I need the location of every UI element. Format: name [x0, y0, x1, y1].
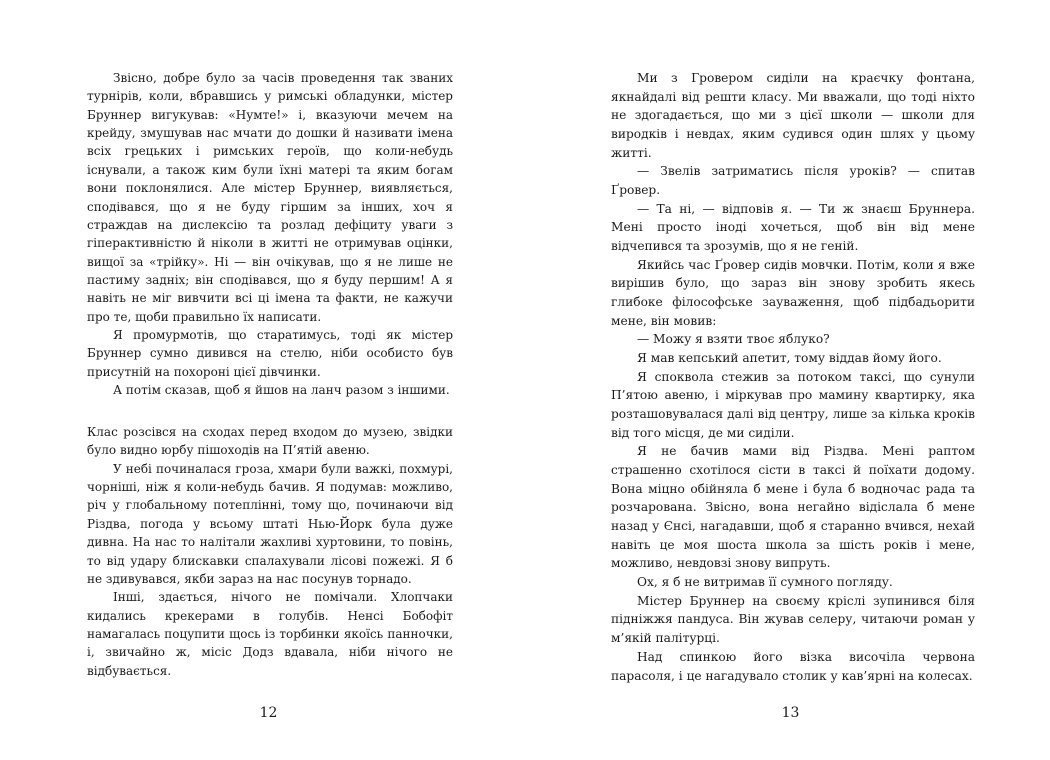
paragraph: У небі починалася гроза, хмари були важкі, похмурі, чорніші, ніж я коли-небудь бачив. Я подумав: можливо, річ у глобальному потеплінні, тому що, починаючи від Різдва, погода у всьому штаті Нью-Йорк була дуже дивна. На нас то налітали жахливі хуртовини, то повінь, то від удару блискавки спалахували лісові пожежі. Я б не здивувався, якби зараз на нас посунув торнадо.: [87, 461, 453, 586]
section-start-paragraph: Клас розсівся на сходах перед входом до музею, звідки було видно юрбу пішоходів на П’ятій авеню.: [87, 425, 453, 458]
page-number: 13: [781, 705, 800, 721]
paragraph: Містер Бруннер на своєму кріслі зупинився біля підніжжя пандуса. Він жував селеру, читаючи роман у м’якій палітурці.: [611, 593, 975, 646]
paragraph: Якийсь час Ґровер сидів мовчки. Потім, коли я вже вирішив було, що зараз він знову зробить якесь глибоке філософське зауваження, щоб підбадьорити мене, він мовив:: [611, 257, 975, 328]
paragraph: Я промурмотів, що старатимусь, тоді як містер Бруннер сумно дивився на стелю, ніби особисто був присутній на похороні цієї дівчинки.: [87, 328, 453, 379]
paragraph: — Та ні, — відповів я. — Ти ж знаєш Бруннера. Мені просто іноді хочеться, щоб він від мене відчепився та зрозумів, що я не геній.: [611, 201, 975, 254]
paragraph: — Можу я взяти твоє яблуко?: [637, 332, 830, 347]
paragraph: Ох, я б не витримав її сумного погляду.: [637, 575, 893, 590]
paragraph: Я споквола стежив за потоком таксі, що сунули П’ятою авеню, і міркував про мамину квартирку, яка розташовувалася далі від центру, лише за кілька кроків від того місця, де ми сиділи.: [611, 369, 975, 440]
paragraph: Я не бачив мами від Різдва. Мені раптом страшенно схотілося сісти в таксі й поїхати додому. Вона міцно обійняла б мене і була б водночас рада та розчарована. Звісно, вона негайно відіслала б мене назад у Єнсі, нагадавши, щоб я старанно вчився, нехай навіть це моя шоста школа за шість років і мене, можливо, невдовзі знову випруть.: [611, 444, 975, 571]
right-page-text: [611, 69, 975, 685]
left-page-text: [87, 69, 453, 680]
page-number: 12: [259, 705, 278, 721]
paragraph: Звісно, добре було за часів проведення так званих турнірів, коли, вбравшись у римські обладунки, містер Бруннер вигукував: «Нумте!» і, вказуючи мечем на крейду, змушував нас мчати до дошки й називати імена всіх грецьких і римських героїв, що коли-небудь існували, а також ким були їхні матері та яким богам вони поклонялися. Але містер Бруннер, виявляється, сподівався, що я не буду гіршим за інших, хоч я страждав на дислексію та розлад дефіциту уваги з гіперактивністю й ніколи в житті не отримував оцінки, вищої за «трійку». Ні — він очікував, що я не лише не пастиму задніх; він сподівався, що я буду першим! А я навіть не міг вивчити всі ці імена та факти, не кажучи про те, щоби правильно їх написати.: [87, 71, 453, 324]
paragraph: А потім сказав, щоб я йшов на ланч разом з іншими.: [113, 383, 450, 398]
paragraph: Інші, здається, нічого не помічали. Хлопчаки кидались крекерами в голубів. Ненсі Бобофіт намагалась поцупити щось із торбинки якоїсь панночки, і, звичайно ж, місіс Додз вдавала, ніби нічого не відбувається.: [87, 590, 453, 678]
right-page: [525, 0, 1050, 760]
paragraph: Ми з Гровером сиділи на краєчку фонтана, якнайдалі від решти класу. Ми вважали, що тоді ніхто не здогадається, що ми з цієї школи — школи для виродків і невдах, яким судився один шлях у цьому житті.: [611, 71, 975, 160]
paragraph: Над спинкою його візка височіла червона парасоля, і це нагадувало столик у кав’ярні на колесах.: [611, 649, 975, 683]
paragraph: Я мав кепський апетит, тому віддав йому його.: [637, 351, 942, 366]
paragraph: — Звелів затриматись після уроків? — спитав Ґровер.: [611, 164, 975, 198]
